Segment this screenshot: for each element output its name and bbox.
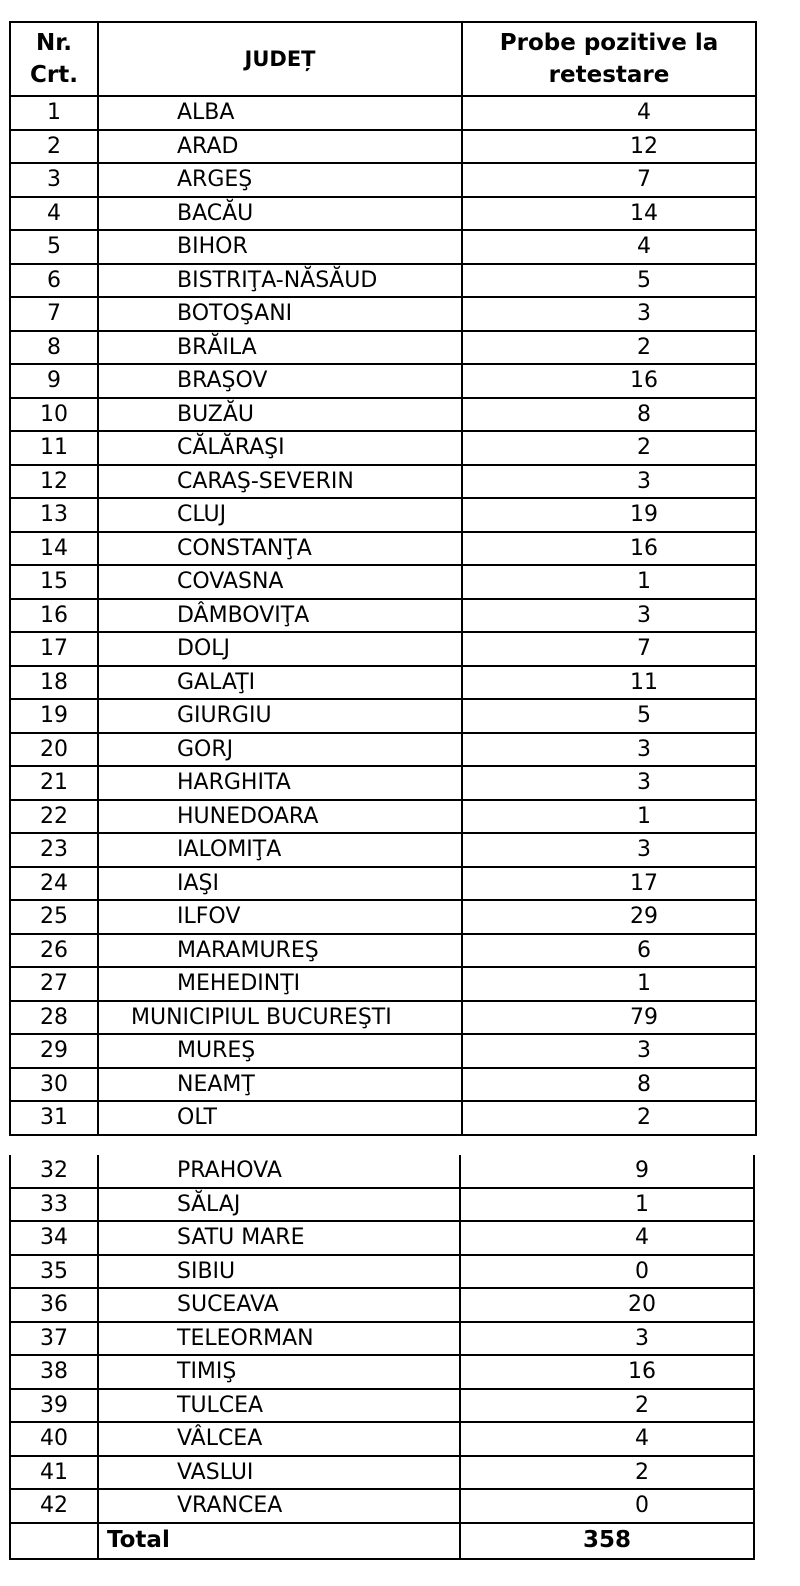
table-row (10, 1101, 756, 1135)
county-name-cell: BIHOR (98, 230, 462, 264)
row-number-cell: 14 (10, 532, 98, 566)
row-number-cell: 25 (10, 900, 98, 934)
table-row (10, 163, 756, 197)
county-name-cell: DÂMBOVIŢA (98, 599, 462, 633)
positive-samples-cell: 3 (460, 1322, 754, 1356)
table-row (10, 1034, 756, 1068)
positive-samples-cell: 6 (462, 934, 756, 968)
table-row (10, 934, 756, 968)
table-row (10, 1155, 754, 1188)
county-name-cell: MEHEDINŢI (98, 967, 462, 1001)
table-row (10, 1288, 754, 1322)
positive-samples-cell: 3 (462, 766, 756, 800)
table-row (10, 967, 756, 1001)
positive-samples-cell: 3 (462, 297, 756, 331)
table-row (10, 1355, 754, 1389)
county-name-cell: SĂLAJ (98, 1188, 460, 1222)
table-body-part-1 (10, 96, 756, 1135)
table-body-part-2 (10, 1155, 754, 1523)
county-name-cell: BACĂU (98, 197, 462, 231)
county-name-cell: TELEORMAN (98, 1322, 460, 1356)
table-row (10, 565, 756, 599)
positive-samples-cell: 7 (462, 632, 756, 666)
positive-samples-cell: 4 (462, 96, 756, 130)
positive-samples-cell: 5 (462, 264, 756, 298)
positive-samples-cell: 3 (462, 733, 756, 767)
table-row (10, 632, 756, 666)
county-name-cell: VRANCEA (98, 1489, 460, 1523)
row-number-cell: 37 (10, 1322, 98, 1356)
table-row (10, 900, 756, 934)
table-row (10, 833, 756, 867)
positive-samples-cell: 1 (462, 967, 756, 1001)
positive-samples-cell: 29 (462, 900, 756, 934)
county-name-cell: CARAŞ-SEVERIN (98, 465, 462, 499)
row-number-cell: 33 (10, 1188, 98, 1222)
positive-samples-cell: 16 (462, 364, 756, 398)
header-nr-crt: Nr. Crt. (10, 22, 98, 96)
row-number-cell: 18 (10, 666, 98, 700)
county-name-cell: GORJ (98, 733, 462, 767)
table-row (10, 1456, 754, 1490)
total-value: 358 (460, 1523, 754, 1559)
row-number-cell: 28 (10, 1001, 98, 1035)
county-name-cell: DOLJ (98, 632, 462, 666)
table-row (10, 1188, 754, 1222)
county-name-cell: GALAŢI (98, 666, 462, 700)
total-row (10, 1523, 754, 1559)
positive-samples-cell: 4 (462, 230, 756, 264)
table-row (10, 197, 756, 231)
county-name-cell: SATU MARE (98, 1221, 460, 1255)
positive-samples-cell: 17 (462, 867, 756, 901)
positive-samples-cell: 11 (462, 666, 756, 700)
data-table-part-1 (9, 21, 757, 1136)
county-name-cell: OLT (98, 1101, 462, 1135)
positive-samples-cell: 0 (460, 1255, 754, 1289)
county-name-cell: GIURGIU (98, 699, 462, 733)
total-empty-cell (10, 1523, 98, 1559)
data-table-part-2 (9, 1155, 755, 1560)
positive-samples-cell: 1 (462, 565, 756, 599)
positive-samples-cell: 16 (462, 532, 756, 566)
positive-samples-cell: 8 (462, 398, 756, 432)
table-row (10, 1221, 754, 1255)
row-number-cell: 11 (10, 431, 98, 465)
header-judet: JUDEȚ (98, 22, 462, 96)
row-number-cell: 36 (10, 1288, 98, 1322)
row-number-cell: 27 (10, 967, 98, 1001)
table-row (10, 532, 756, 566)
county-name-cell: CLUJ (98, 498, 462, 532)
positive-samples-cell: 9 (460, 1155, 754, 1188)
row-number-cell: 9 (10, 364, 98, 398)
row-number-cell: 39 (10, 1389, 98, 1423)
county-name-cell: IAŞI (98, 867, 462, 901)
row-number-cell: 12 (10, 465, 98, 499)
table-row (10, 96, 756, 130)
positive-samples-cell: 3 (462, 465, 756, 499)
county-name-cell: CONSTANŢA (98, 532, 462, 566)
row-number-cell: 22 (10, 800, 98, 834)
positive-samples-cell: 4 (460, 1221, 754, 1255)
row-number-cell: 2 (10, 130, 98, 164)
table-row (10, 766, 756, 800)
table-row (10, 699, 756, 733)
table-row (10, 1489, 754, 1523)
header-probe-pozitive: Probe pozitive la retestare (462, 22, 756, 96)
table-row (10, 1389, 754, 1423)
county-name-cell: MUREŞ (98, 1034, 462, 1068)
row-number-cell: 19 (10, 699, 98, 733)
positive-samples-cell: 3 (462, 599, 756, 633)
table-row (10, 465, 756, 499)
positive-samples-cell: 19 (462, 498, 756, 532)
county-name-cell: BISTRIŢA-NĂSĂUD (98, 264, 462, 298)
county-name-cell: MUNICIPIUL BUCUREŞTI (98, 1001, 462, 1035)
table-row (10, 331, 756, 365)
table-row (10, 398, 756, 432)
positive-samples-cell: 4 (460, 1422, 754, 1456)
positive-samples-cell: 79 (462, 1001, 756, 1035)
positive-samples-cell: 3 (462, 1034, 756, 1068)
table-header-row (10, 22, 756, 96)
row-number-cell: 35 (10, 1255, 98, 1289)
table-row (10, 431, 756, 465)
county-name-cell: CĂLĂRAŞI (98, 431, 462, 465)
table-row (10, 1001, 756, 1035)
row-number-cell: 17 (10, 632, 98, 666)
positive-samples-cell: 1 (462, 800, 756, 834)
table-row (10, 264, 756, 298)
positive-samples-cell: 14 (462, 197, 756, 231)
table-row (10, 800, 756, 834)
row-number-cell: 4 (10, 197, 98, 231)
row-number-cell: 24 (10, 867, 98, 901)
county-name-cell: ILFOV (98, 900, 462, 934)
table-row (10, 498, 756, 532)
county-name-cell: MARAMUREŞ (98, 934, 462, 968)
positive-samples-cell: 5 (462, 699, 756, 733)
row-number-cell: 26 (10, 934, 98, 968)
positive-samples-cell: 0 (460, 1489, 754, 1523)
positive-samples-cell: 20 (460, 1288, 754, 1322)
table-row (10, 733, 756, 767)
county-name-cell: TULCEA (98, 1389, 460, 1423)
row-number-cell: 20 (10, 733, 98, 767)
table-row (10, 297, 756, 331)
table-row (10, 1422, 754, 1456)
row-number-cell: 7 (10, 297, 98, 331)
county-name-cell: ALBA (98, 96, 462, 130)
row-number-cell: 5 (10, 230, 98, 264)
table-row (10, 1255, 754, 1289)
row-number-cell: 32 (10, 1155, 98, 1188)
row-number-cell: 38 (10, 1355, 98, 1389)
county-name-cell: NEAMŢ (98, 1068, 462, 1102)
row-number-cell: 8 (10, 331, 98, 365)
total-label: Total (98, 1523, 460, 1559)
table-row (10, 364, 756, 398)
row-number-cell: 13 (10, 498, 98, 532)
positive-samples-cell: 8 (462, 1068, 756, 1102)
positive-samples-cell: 16 (460, 1355, 754, 1389)
row-number-cell: 15 (10, 565, 98, 599)
county-name-cell: ARGEŞ (98, 163, 462, 197)
table-row (10, 1322, 754, 1356)
county-name-cell: HARGHITA (98, 766, 462, 800)
county-name-cell: ARAD (98, 130, 462, 164)
county-name-cell: PRAHOVA (98, 1155, 460, 1188)
positive-samples-cell: 2 (462, 431, 756, 465)
row-number-cell: 21 (10, 766, 98, 800)
table-row (10, 666, 756, 700)
positive-samples-cell: 2 (462, 331, 756, 365)
county-name-cell: VÂLCEA (98, 1422, 460, 1456)
table-row (10, 130, 756, 164)
row-number-cell: 16 (10, 599, 98, 633)
row-number-cell: 31 (10, 1101, 98, 1135)
row-number-cell: 3 (10, 163, 98, 197)
row-number-cell: 10 (10, 398, 98, 432)
table-row (10, 230, 756, 264)
county-name-cell: SUCEAVA (98, 1288, 460, 1322)
positive-samples-cell: 1 (460, 1188, 754, 1222)
table-row (10, 599, 756, 633)
table-row (10, 1068, 756, 1102)
row-number-cell: 42 (10, 1489, 98, 1523)
county-name-cell: BUZĂU (98, 398, 462, 432)
county-name-cell: BRĂILA (98, 331, 462, 365)
county-name-cell: COVASNA (98, 565, 462, 599)
row-number-cell: 41 (10, 1456, 98, 1490)
positive-samples-cell: 2 (460, 1389, 754, 1423)
row-number-cell: 1 (10, 96, 98, 130)
positive-samples-cell: 2 (462, 1101, 756, 1135)
row-number-cell: 34 (10, 1221, 98, 1255)
row-number-cell: 30 (10, 1068, 98, 1102)
row-number-cell: 23 (10, 833, 98, 867)
county-name-cell: TIMIŞ (98, 1355, 460, 1389)
row-number-cell: 29 (10, 1034, 98, 1068)
positive-samples-cell: 3 (462, 833, 756, 867)
county-name-cell: BOTOŞANI (98, 297, 462, 331)
positive-samples-cell: 12 (462, 130, 756, 164)
table-row (10, 867, 756, 901)
row-number-cell: 40 (10, 1422, 98, 1456)
county-name-cell: IALOMIŢA (98, 833, 462, 867)
positive-samples-cell: 2 (460, 1456, 754, 1490)
positive-samples-cell: 7 (462, 163, 756, 197)
county-name-cell: SIBIU (98, 1255, 460, 1289)
county-name-cell: HUNEDOARA (98, 800, 462, 834)
county-name-cell: VASLUI (98, 1456, 460, 1490)
county-name-cell: BRAŞOV (98, 364, 462, 398)
row-number-cell: 6 (10, 264, 98, 298)
